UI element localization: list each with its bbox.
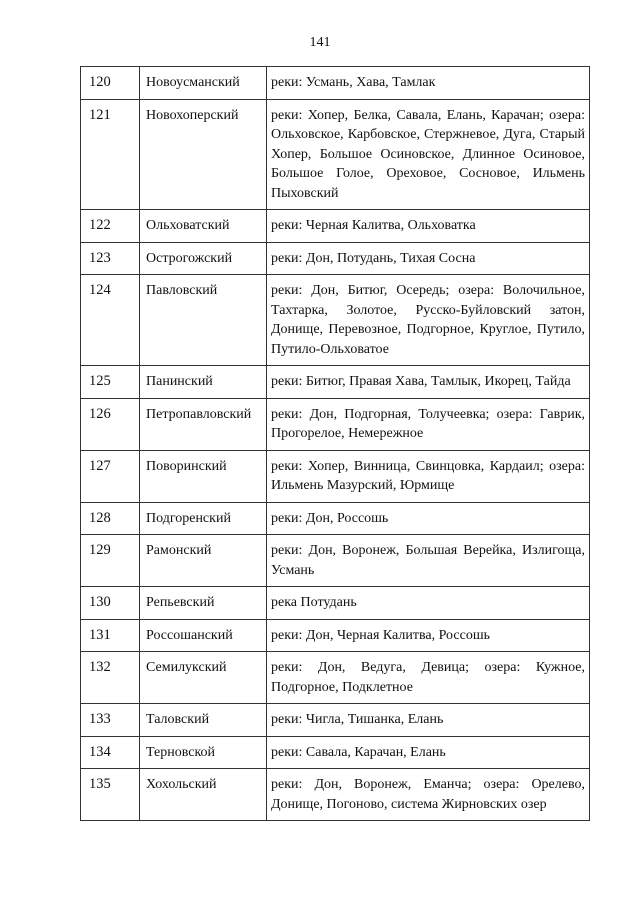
table-row [81,502,590,535]
table-row [81,210,590,243]
district-name-cell: Рамонский [140,535,267,587]
row-number-cell: 120 [81,67,140,100]
table-row [81,769,590,821]
table-row [81,67,590,100]
water-bodies-cell: реки: Дон, Воронеж, Большая Верейка, Излигоща, Усмань [267,535,590,587]
district-name-cell: Новохоперский [140,99,267,210]
table-row [81,736,590,769]
row-number-cell: 131 [81,619,140,652]
row-number-cell: 133 [81,704,140,737]
row-number-cell: 129 [81,535,140,587]
water-bodies-cell: реки: Дон, Битюг, Осередь; озера: Волочильное, Тахтарка, Золотое, Русско-Буйловский затон, Донище, Перевозное, Подгорное, Круглое, Путило, Путило-Ольховатое [267,275,590,366]
row-number-cell: 134 [81,736,140,769]
water-bodies-cell: реки: Дон, Ведуга, Девица; озера: Кужное, Подгорное, Подклетное [267,652,590,704]
row-number-cell: 132 [81,652,140,704]
row-number-cell: 123 [81,242,140,275]
table-row [81,366,590,399]
page-number: 141 [309,35,331,50]
district-name-cell: Хохольский [140,769,267,821]
water-bodies-cell: реки: Хопер, Винница, Свинцовка, Кардаил; озера: Ильмень Мазурский, Юрмище [267,450,590,502]
district-name-cell: Петропавловский [140,398,267,450]
row-number-cell: 125 [81,366,140,399]
table-row [81,535,590,587]
water-bodies-cell: реки: Хопер, Белка, Савала, Елань, Карачан; озера: Ольховское, Карбовское, Стержневое, Дуга, Старый Хопер, Большое Осиновское, Длинное Осиновое, Большое Голое, Ореховое, Сосновое, Ильмень Пыховский [267,99,590,210]
water-bodies-cell: реки: Черная Калитва, Ольховатка [267,210,590,243]
row-number-cell: 122 [81,210,140,243]
table-row [81,99,590,210]
row-number-cell: 127 [81,450,140,502]
row-number-cell: 121 [81,99,140,210]
district-name-cell: Репьевский [140,587,267,620]
row-number-cell: 135 [81,769,140,821]
row-number-cell: 126 [81,398,140,450]
row-number-cell: 124 [81,275,140,366]
water-bodies-cell: реки: Усмань, Хава, Тамлак [267,67,590,100]
district-name-cell: Острогожский [140,242,267,275]
district-name-cell: Поворинский [140,450,267,502]
water-bodies-cell: реки: Битюг, Правая Хава, Тамлык, Икорец, Тайда [267,366,590,399]
district-name-cell: Павловский [140,275,267,366]
row-number-cell: 128 [81,502,140,535]
water-bodies-cell: река Потудань [267,587,590,620]
district-name-cell: Россошанский [140,619,267,652]
district-name-cell: Семилукский [140,652,267,704]
table-row [81,619,590,652]
district-name-cell: Таловский [140,704,267,737]
table-row [81,704,590,737]
water-bodies-cell: реки: Дон, Воронеж, Еманча; озера: Орелево, Донище, Погоново, система Жирновских озер [267,769,590,821]
water-bodies-cell: реки: Савала, Карачан, Елань [267,736,590,769]
water-bodies-table [80,66,590,821]
row-number-cell: 130 [81,587,140,620]
water-bodies-cell: реки: Дон, Подгорная, Толучеевка; озера: Гаврик, Прогорелое, Немережное [267,398,590,450]
table-row [81,242,590,275]
district-name-cell: Подгоренский [140,502,267,535]
water-bodies-cell: реки: Дон, Россошь [267,502,590,535]
district-name-cell: Панинский [140,366,267,399]
table-row [81,587,590,620]
water-bodies-cell: реки: Дон, Черная Калитва, Россошь [267,619,590,652]
table-row [81,450,590,502]
district-name-cell: Терновской [140,736,267,769]
table-row [81,275,590,366]
water-bodies-cell: реки: Дон, Потудань, Тихая Сосна [267,242,590,275]
table-body [81,67,590,821]
table-row [81,652,590,704]
table-row [81,398,590,450]
district-name-cell: Новоусманский [140,67,267,100]
water-bodies-cell: реки: Чигла, Тишанка, Елань [267,704,590,737]
district-name-cell: Ольховатский [140,210,267,243]
